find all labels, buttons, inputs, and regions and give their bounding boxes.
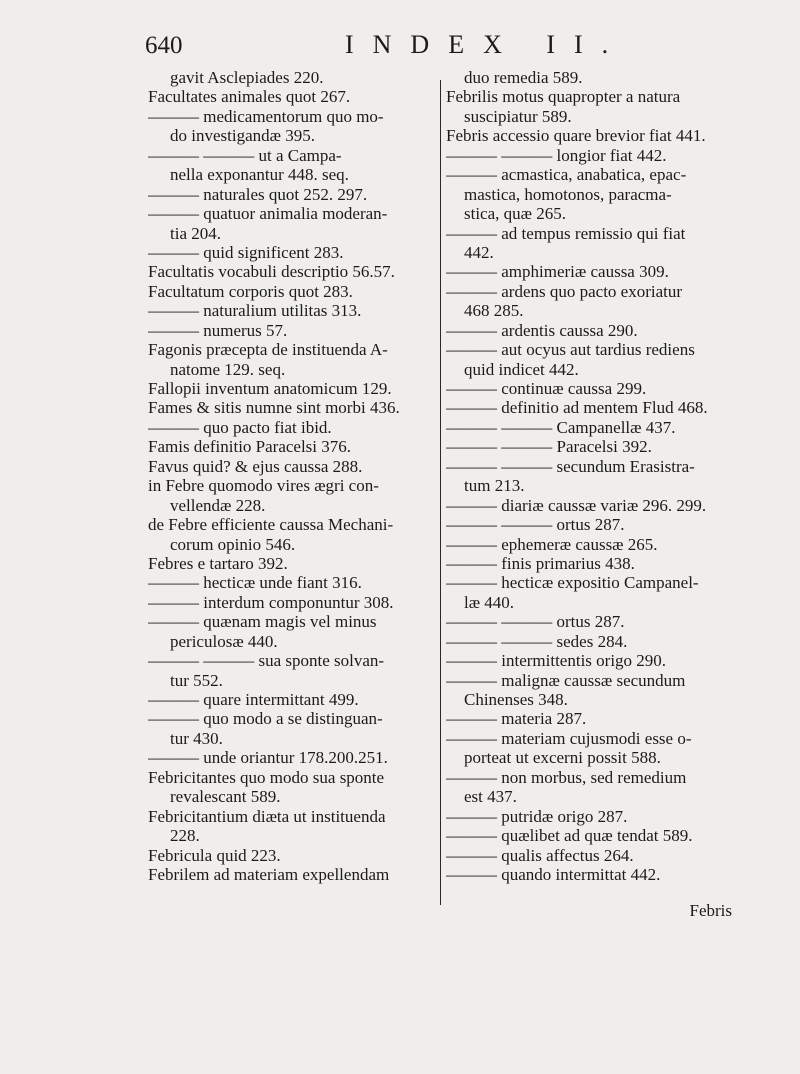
index-entry-line: ——— ——— ortus 287. <box>446 612 625 632</box>
index-entry-line: vellendæ 228. <box>170 495 266 515</box>
index-entry-line: Favus quid? & ejus caussa 288. <box>148 456 363 476</box>
index-entry-line: ——— intermittentis origo 290. <box>446 651 667 671</box>
index-entry-line: Facultatis vocabuli descriptio 56.57. <box>148 262 395 282</box>
index-entry-line: ——— putridæ origo 287. <box>446 806 628 826</box>
index-entry-line: ——— ——— longior fiat 442. <box>446 145 667 165</box>
index-entry-line: ——— ——— sua sponte solvan- <box>148 651 385 671</box>
index-entry-line: suscipiatur 589. <box>464 106 572 126</box>
index-left-column <box>148 68 438 884</box>
index-entry-line: gavit Asclepiades 220. <box>170 68 324 87</box>
index-entry-line: ——— definitio ad mentem Flud 468. <box>446 398 708 418</box>
index-entry-line: ——— continuæ caussa 299. <box>446 379 647 398</box>
index-entry-line: natome 129. seq. <box>170 359 286 379</box>
index-entry-line: tur 552. <box>170 670 223 690</box>
index-entry-line: ——— amphimeriæ caussa 309. <box>446 262 669 282</box>
index-entry-line: tum 213. <box>464 476 525 496</box>
index-entry-line: ——— ——— Campanellæ 437. <box>446 417 676 437</box>
index-entry-line: ——— ad tempus remissio qui fiat <box>446 223 686 243</box>
index-entry-line: mastica, homotonos, paracma- <box>464 184 672 204</box>
column-divider <box>440 80 441 905</box>
index-entry-line: ——— naturales quot 252. 297. <box>148 184 368 204</box>
index-entry-line: ——— ——— Paracelsi 392. <box>446 437 652 457</box>
index-entry-line: stica, quæ 265. <box>464 204 566 224</box>
index-entry-line: tia 204. <box>170 223 221 243</box>
index-entry-line: ——— finis primarius 438. <box>446 553 635 573</box>
index-entry-line: Famis definitio Paracelsi 376. <box>148 437 352 457</box>
index-entry-line: Febricitantes quo modo sua sponte <box>148 767 385 787</box>
index-entry-line: læ 440. <box>464 592 515 612</box>
index-entry-line: ——— ——— secundum Erasistra- <box>446 456 695 476</box>
catchword: Febris <box>689 901 732 920</box>
index-entry-line: periculosæ 440. <box>170 631 278 651</box>
index-entry-line: ——— ——— ut a Campa- <box>148 145 342 165</box>
index-entry-line: ——— qualis affectus 264. <box>446 845 634 865</box>
index-entry-line: nella exponantur 448. seq. <box>170 165 349 185</box>
index-entry-line: ——— quatuor animalia moderan- <box>148 204 388 224</box>
index-entry-line: 228. <box>170 826 200 846</box>
index-entry-line: Fames & sitis numne sint morbi 436. <box>148 398 400 418</box>
index-entry-line: Fallopii inventum anatomicum 129. <box>148 379 392 398</box>
index-entry-line: ——— naturalium utilitas 313. <box>148 301 362 321</box>
index-entry-line: corum opinio 546. <box>170 534 296 554</box>
index-entry-line: ——— quænam magis vel minus <box>148 612 377 632</box>
index-entry-line: Febricula quid 223. <box>148 845 281 865</box>
index-entry-line: ——— interdum componuntur 308. <box>148 592 394 612</box>
index-entry-line: ——— malignæ caussæ secundum <box>446 670 686 690</box>
index-entry-line: 442. <box>464 242 494 262</box>
index-entry-line: ——— numerus 57. <box>148 320 288 340</box>
index-entry-line: duo remedia 589. <box>464 68 583 87</box>
index-entry-line: Febres e tartaro 392. <box>148 553 288 573</box>
index-entry-line: ——— ——— sedes 284. <box>446 631 628 651</box>
index-entry-line: ——— acmastica, anabatica, epac- <box>446 165 687 185</box>
index-entry-line: Febris accessio quare brevior fiat 441. <box>446 126 706 146</box>
index-entry-line: in Febre quomodo vires ægri con- <box>148 476 379 496</box>
index-entry-line: ——— diariæ caussæ variæ 296. 299. <box>446 495 707 515</box>
index-entry-line: ——— ardentis caussa 290. <box>446 320 638 340</box>
index-entry-line: Facultates animales quot 267. <box>148 87 351 107</box>
index-right-column <box>446 68 741 884</box>
index-entry-line: Febrilem ad materiam expellendam <box>148 864 390 884</box>
index-entry-line: ——— ephemeræ caussæ 265. <box>446 534 658 554</box>
index-entry-line: ——— unde oriantur 178.200.251. <box>148 748 388 768</box>
index-entry-line: ——— quando intermittat 442. <box>446 864 661 884</box>
index-entry-line: est 437. <box>464 787 517 807</box>
index-entry-line: ——— quid significent 283. <box>148 242 344 262</box>
index-entry-line: ——— ardens quo pacto exoriatur <box>446 281 683 301</box>
index-entry-line: tur 430. <box>170 728 223 748</box>
index-entry-line: do investigandæ 395. <box>170 126 315 146</box>
index-entry-line: 468 285. <box>464 301 524 321</box>
index-entry-line: Facultatum corporis quot 283. <box>148 281 353 301</box>
index-entry-line: revalescant 589. <box>170 787 281 807</box>
index-entry-line: quid indicet 442. <box>464 359 579 379</box>
page-number: 640 <box>145 32 183 59</box>
index-entry-line: ——— ——— ortus 287. <box>446 515 625 535</box>
index-entry-line: ——— non morbus, sed remedium <box>446 767 687 787</box>
index-entry-line: ——— hecticæ expositio Campanel- <box>446 573 699 593</box>
index-entry-line: porteat ut excerni possit 588. <box>464 748 661 768</box>
index-entry-line: ——— quælibet ad quæ tendat 589. <box>446 826 693 846</box>
index-entry-line: ——— aut ocyus aut tardius rediens <box>446 340 695 360</box>
index-entry-line: Febrilis motus quapropter a natura <box>446 87 681 107</box>
index-entry-line: ——— hecticæ unde fiant 316. <box>148 573 362 593</box>
page-header <box>145 28 745 68</box>
index-entry-line: Fagonis præcepta de instituenda A- <box>148 340 388 360</box>
index-entry-line: ——— materia 287. <box>446 709 587 729</box>
index-entry-line: de Febre efficiente caussa Mechani- <box>148 515 394 535</box>
index-entry-line: ——— materiam cujusmodi esse o- <box>446 728 692 748</box>
index-entry-line: ——— quo modo a se distinguan- <box>148 709 383 729</box>
index-entry-line: ——— quare intermittant 499. <box>148 690 359 709</box>
index-entry-line: ——— medicamentorum quo mo- <box>148 106 384 126</box>
running-title: INDEX II. <box>345 30 628 59</box>
index-entry-line: Chinenses 348. <box>464 690 568 709</box>
index-entry-line: ——— quo pacto fiat ibid. <box>148 417 332 437</box>
index-entry-line: Febricitantium diæta ut instituenda <box>148 806 386 826</box>
